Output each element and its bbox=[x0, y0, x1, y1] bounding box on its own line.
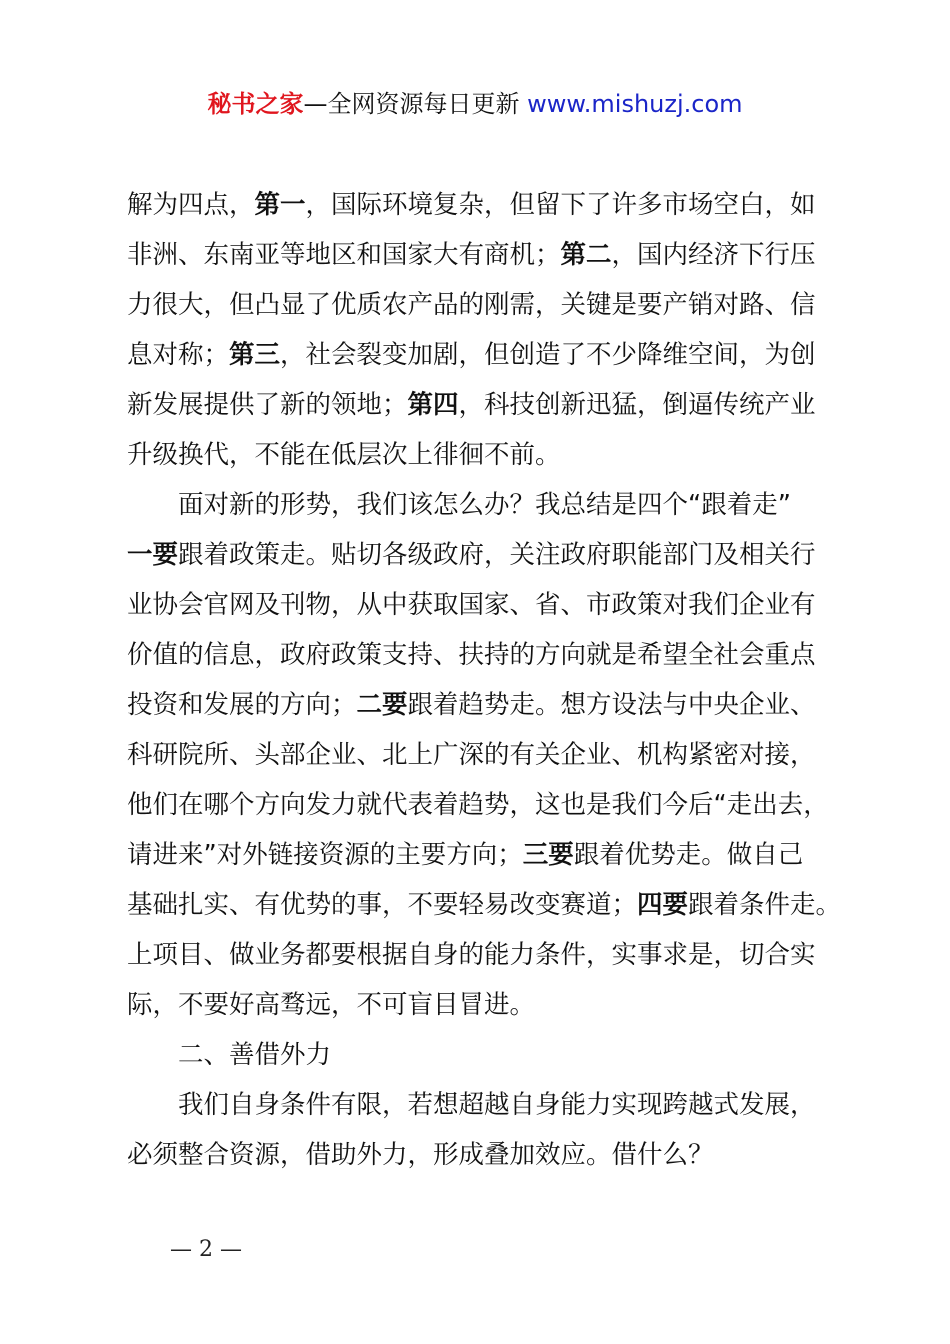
bold-term: 二要 bbox=[356, 690, 408, 720]
paragraph-follow-four bbox=[127, 480, 847, 1030]
bold-term: 第二 bbox=[560, 240, 612, 270]
text-line: 非洲、东南亚等地区和国家大有商机；第二，国内经济下行压 bbox=[127, 240, 816, 270]
text-line: 一要跟着政策走。贴切各级政府，关注政府职能部门及相关行 bbox=[127, 540, 816, 570]
bold-term: 第一 bbox=[254, 190, 306, 220]
bold-term: 第三 bbox=[229, 340, 281, 370]
banner-tagline: —全网资源每日更新 bbox=[303, 90, 520, 118]
text-line: 息对称；第三，社会裂变加剧，但创造了不少降维空间，为创 bbox=[127, 340, 816, 370]
text-line: 解为四点，第一，国际环境复杂，但留下了许多市场空白，如 bbox=[127, 190, 816, 220]
paragraph-external-force bbox=[127, 1080, 847, 1180]
bold-term: 一要 bbox=[127, 540, 179, 570]
text-line: 我们自身条件有限，若想超越自身能力实现跨越式发展， bbox=[178, 1090, 816, 1120]
text-line: 新发展提供了新的领地；第四，科技创新迅猛，倒逼传统产业 bbox=[127, 390, 816, 420]
page-number: — 2 — bbox=[170, 1237, 242, 1262]
document-body bbox=[127, 180, 847, 1180]
brand-name: 秘书之家 bbox=[207, 90, 304, 118]
text-line: 上项目、做业务都要根据自身的能力条件，实事求是，切合实 bbox=[127, 940, 816, 970]
text-line: 价值的信息，政府政策支持、扶持的方向就是希望全社会重点 bbox=[127, 640, 816, 670]
text-line: 基础扎实、有优势的事，不要轻易改变赛道；四要跟着条件走。 bbox=[127, 890, 842, 920]
text-line: 科研院所、头部企业、北上广深的有关企业、机构紧密对接， bbox=[127, 740, 816, 770]
text-line: 面对新的形势，我们该怎么办？我总结是四个“跟着走” bbox=[178, 490, 791, 520]
text-line: 投资和发展的方向；二要跟着趋势走。想方设法与中央企业、 bbox=[127, 690, 816, 720]
bold-term: 第四 bbox=[407, 390, 459, 420]
text-line: 业协会官网及刊物，从中获取国家、省、市政策对我们企业有 bbox=[127, 590, 816, 620]
site-url-link[interactable]: www.mishuzj.com bbox=[527, 90, 743, 118]
bold-term: 四要 bbox=[637, 890, 689, 920]
heading-text: 二、善借外力 bbox=[178, 1040, 332, 1070]
text-line: 他们在哪个方向发力就代表着趋势，这也是我们今后“走出去， bbox=[127, 790, 829, 820]
paragraph-four-points bbox=[127, 180, 847, 480]
section-heading bbox=[127, 1030, 847, 1080]
text-line: 请进来”对外链接资源的主要方向；三要跟着优势走。做自己 bbox=[127, 840, 804, 870]
text-line: 必须整合资源，借助外力，形成叠加效应。借什么？ bbox=[127, 1140, 714, 1170]
text-line: 升级换代，不能在低层次上徘徊不前。 bbox=[127, 440, 561, 470]
site-banner bbox=[0, 86, 950, 122]
bold-term: 三要 bbox=[522, 840, 574, 870]
text-line: 力很大，但凸显了优质农产品的刚需，关键是要产销对路、信 bbox=[127, 290, 816, 320]
text-line: 际，不要好高骛远，不可盲目冒进。 bbox=[127, 990, 536, 1020]
